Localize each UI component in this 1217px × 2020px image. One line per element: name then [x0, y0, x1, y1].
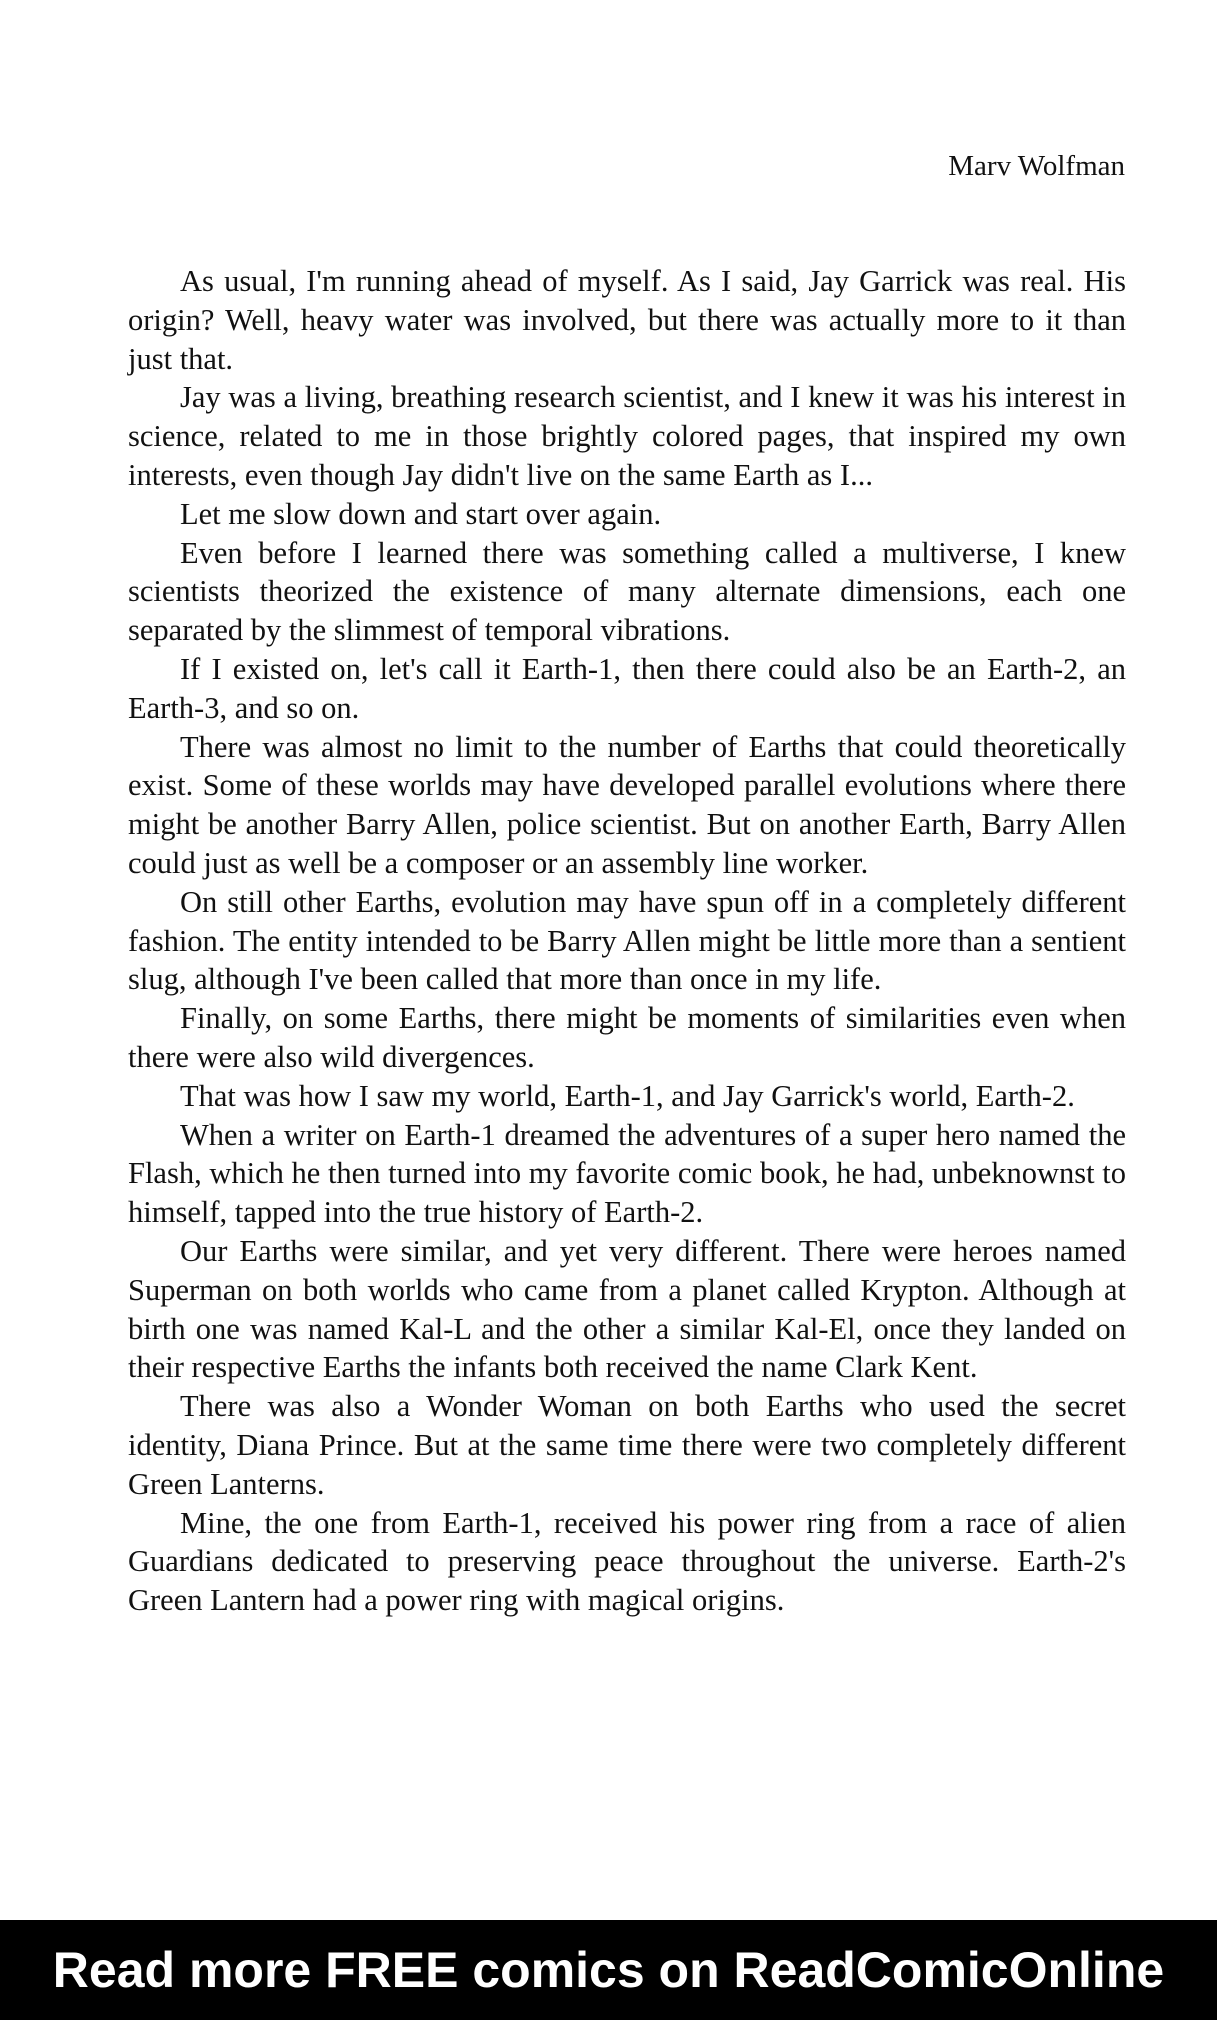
paragraph: There was almost no limit to the number of Earths that could theoretically exist. Some of these worlds may have developed parallel evolutions where there might be another Barry Allen, police scientist. But on another Earth, Barry Allen could just as well be a composer or an assembly line worker. — [128, 729, 1126, 880]
paragraph: On still other Earths, evolution may have spun off in a completely different fashion. The entity intended to be Barry Allen might be little more than a sentient slug, although I've been called that more than once in my life. — [128, 884, 1126, 997]
paragraph: When a writer on Earth-1 dreamed the adventures of a super hero named the Flash, which he then turned into my favorite comic book, he had, unbeknownst to himself, tapped into the true history of Earth-2. — [128, 1117, 1126, 1230]
promo-banner-text[interactable]: Read more FREE comics on ReadComicOnline — [52, 1942, 1165, 1998]
paragraph: That was how I saw my world, Earth-1, and Jay Garrick's world, Earth-2. — [180, 1078, 1075, 1113]
page-body-text — [128, 262, 1126, 1620]
paragraph: As usual, I'm running ahead of myself. As I said, Jay Garrick was real. His origin? Well, heavy water was involved, but there was actually more to it than just that. — [128, 264, 1126, 376]
paragraph: If I existed on, let's call it Earth-1, then there could also be an Earth-2, an Earth-3, and so on. — [128, 651, 1126, 725]
author-name: Marv Wolfman — [948, 150, 1125, 182]
paragraph: Mine, the one from Earth-1, received his power ring from a race of alien Guardians dedicated to preserving peace throughout the universe. Earth-2's Green Lantern had a power ring with magical origins. — [128, 1505, 1126, 1618]
paragraph: Let me slow down and start over again. — [180, 496, 662, 531]
paragraph: Even before I learned there was something called a multiverse, I knew scientists theorized the existence of many alternate dimensions, each one separated by the slimmest of temporal vibrations. — [128, 535, 1126, 648]
paragraph: Our Earths were similar, and yet very different. There were heroes named Superman on both worlds who came from a planet called Krypton. Although at birth one was named Kal-L and the other a similar Kal-El, once they landed on their respective Earths the infants both received the name Clark Kent. — [128, 1233, 1126, 1385]
paragraph: There was also a Wonder Woman on both Earths who used the secret identity, Diana Prince. But at the same time there were two completely different Green Lanterns. — [128, 1389, 1126, 1501]
paragraph: Jay was a living, breathing research scientist, and I knew it was his interest in science, related to me in those brightly colored pages, that inspired my own interests, even though Jay didn't live on the same Earth as I... — [128, 380, 1126, 492]
paragraph: Finally, on some Earths, there might be moments of similarities even when there were also wild divergences. — [128, 1001, 1126, 1074]
promo-banner[interactable] — [0, 1920, 1217, 2020]
